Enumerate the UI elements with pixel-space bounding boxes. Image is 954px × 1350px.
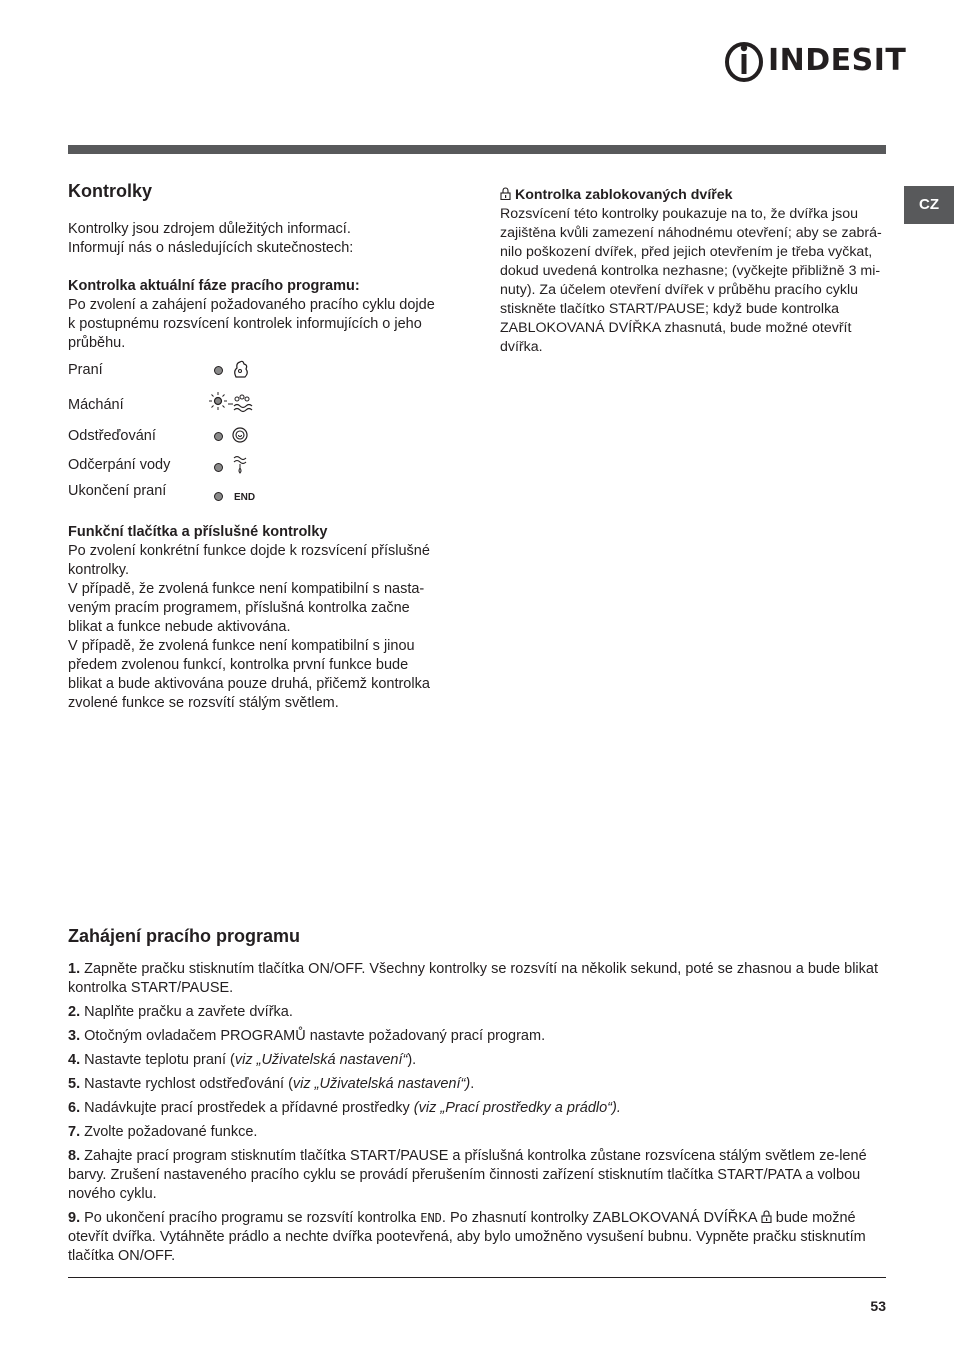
indicator-list	[68, 353, 468, 523]
indesit-logo	[724, 38, 907, 84]
phase-title: Kontrolka aktuální fáze pracího programu:	[68, 278, 360, 294]
step-4: 4. Nastavte teplotu praní (viz „Uživatelská nastavení“).	[68, 1052, 417, 1068]
door-lock-line: Rozsvícení této kontrolky poukazuje na to, že dvířka jsou	[500, 206, 859, 222]
step-3: 3. Otočným ovladačem PROGRAMŮ nastavte požadovaný prací program.	[68, 1028, 546, 1044]
end-icon: END	[234, 492, 256, 503]
door-lock-line: nilo poškození dvířek, před jejich otevřením je třeba vyčkat,	[500, 244, 873, 260]
step-5: 5. Nastavte rychlost odstřeďování (viz „Uživatelská nastavení“).	[68, 1076, 475, 1092]
function-line: kontrolky.	[68, 562, 129, 578]
indicator-led	[214, 366, 223, 375]
door-lock-section	[500, 186, 888, 357]
indicator-label: Odstřeďování	[68, 428, 156, 444]
door-lock-line: dvířka.	[500, 339, 543, 355]
indicator-led	[214, 432, 223, 441]
door-lock-title: Kontrolka zablokovaných dvířek	[514, 187, 733, 203]
function-line: zvolené funkce se rozsvítí stálým světlem.	[68, 695, 339, 711]
wash-icon	[228, 357, 254, 381]
indicator-row-drain	[68, 456, 368, 478]
phase-line-1: Po zvolení a zahájení požadovaného pracího cyklu dojde	[68, 297, 435, 313]
indicator-label: Praní	[68, 362, 103, 378]
intro-line-2: Informují nás o následujících skutečnostech:	[68, 240, 354, 256]
door-lock-title-row	[500, 186, 888, 205]
indicator-label: Ukončení praní	[68, 483, 167, 499]
indicator-label: Odčerpání vody	[68, 457, 171, 473]
intro-line-1: Kontrolky jsou zdrojem důležitých informací.	[68, 221, 351, 237]
start-program-section	[68, 925, 886, 1266]
indicator-led	[214, 492, 223, 501]
indicator-row-wash	[68, 361, 368, 383]
door-lock-line: stiskněte tlačítko START/PAUSE; když bude kontrolka	[500, 301, 840, 317]
indicator-label: Máchání	[68, 397, 124, 413]
door-lock-line: dokud uvedená kontrolka nezhasne; (vyčkejte přibližně 3 mi-	[500, 263, 881, 279]
step-2: 2. Naplňte pračku a zavřete dvířka.	[68, 1004, 293, 1020]
indicator-row-end	[68, 482, 368, 504]
indicator-row-rinse	[68, 396, 368, 418]
start-program-title: Zahájení pracího programu	[68, 926, 301, 946]
end-icon: END	[420, 1211, 442, 1225]
function-line: veným pracím programem, příslušná kontrolka začne	[68, 600, 410, 616]
kontrolky-title: Kontrolky	[68, 181, 153, 201]
step-1: 1. Zapněte pračku stisknutím tlačítka ON/OFF. Všechny kontrolky se rozsvítí na několik sekund, poté se zhasnou a bude blikat kontrolka START/PAUSE.	[68, 961, 878, 996]
kontrolky-section	[68, 180, 468, 713]
header-bar	[68, 145, 886, 154]
step-7: 7. Zvolte požadované funkce.	[68, 1124, 258, 1140]
function-buttons-title: Funkční tlačítka a příslušné kontrolky	[68, 524, 328, 540]
step-9: 9. Po ukončení pracího programu se rozsvítí kontrolka END. Po zhasnutí kontrolky ZABLOKOVANÁ DVÍŘKA bude možné otevřít dvířka. Vytáhněte prádlo a nechte dvířka pootevřená, aby bylo umožněno vysušení bubnu. Vypněte pračku stisknutím tlačítka ON/OFF.	[68, 1210, 866, 1264]
rinse-icon	[228, 392, 254, 416]
function-line: předem zvolenou funkcí, kontrolka první funkce bude	[68, 657, 409, 673]
function-line: V případě, že zvolená funkce není kompatibilní s jinou	[68, 638, 415, 654]
function-line: blikat a bude aktivována pouze druhá, přičemž kontrolka	[68, 676, 430, 692]
indicator-led	[214, 463, 223, 472]
lock-icon	[761, 1210, 772, 1223]
logo-wordmark: INDESIT	[768, 43, 907, 78]
spin-icon	[228, 423, 254, 447]
function-line: blikat a funkce nebude aktivována.	[68, 619, 291, 635]
door-lock-line: zajištěna kvůli zamezení náhodnému otevření; aby se zabrá-	[500, 225, 882, 241]
phase-line-2: k postupnému rozsvícení kontrolek informujících o jeho	[68, 316, 422, 332]
logo-emblem-icon	[724, 38, 764, 82]
page-number: 53	[870, 1298, 886, 1314]
function-line: Po zvolení konkrétní funkce dojde k rozsvícení příslušné	[68, 543, 430, 559]
indicator-row-spin	[68, 427, 368, 449]
drain-icon	[228, 452, 254, 476]
door-lock-line: ZABLOKOVANÁ DVÍŘKA zhasnutá, bude možné otevřít	[500, 320, 852, 336]
lock-icon	[500, 187, 511, 200]
language-tab: CZ	[904, 186, 954, 224]
blinking-led-icon	[208, 391, 228, 411]
function-line: V případě, že zvolená funkce není kompatibilní s nasta-	[68, 581, 425, 597]
step-8: 8. Zahajte prací program stisknutím tlačítka START/PAUSE a příslušná kontrolka zůstane rozsvícena stálým světlem ze-lené barvy. Zrušení nastaveného pracího cyklu se provádí přerušením činnosti zařízení stisknutím tlačítka START/PATA a volbou nového cyklu.	[68, 1148, 867, 1202]
footer-rule	[68, 1277, 886, 1278]
phase-line-3: průběhu.	[68, 335, 126, 351]
step-6: 6. Nadávkujte prací prostředek a přídavné prostředky (viz „Prací prostředky a prádlo“).	[68, 1100, 621, 1116]
door-lock-line: nuty). Za účelem otevření dvířek v průběhu pracího cyklu	[500, 282, 859, 298]
